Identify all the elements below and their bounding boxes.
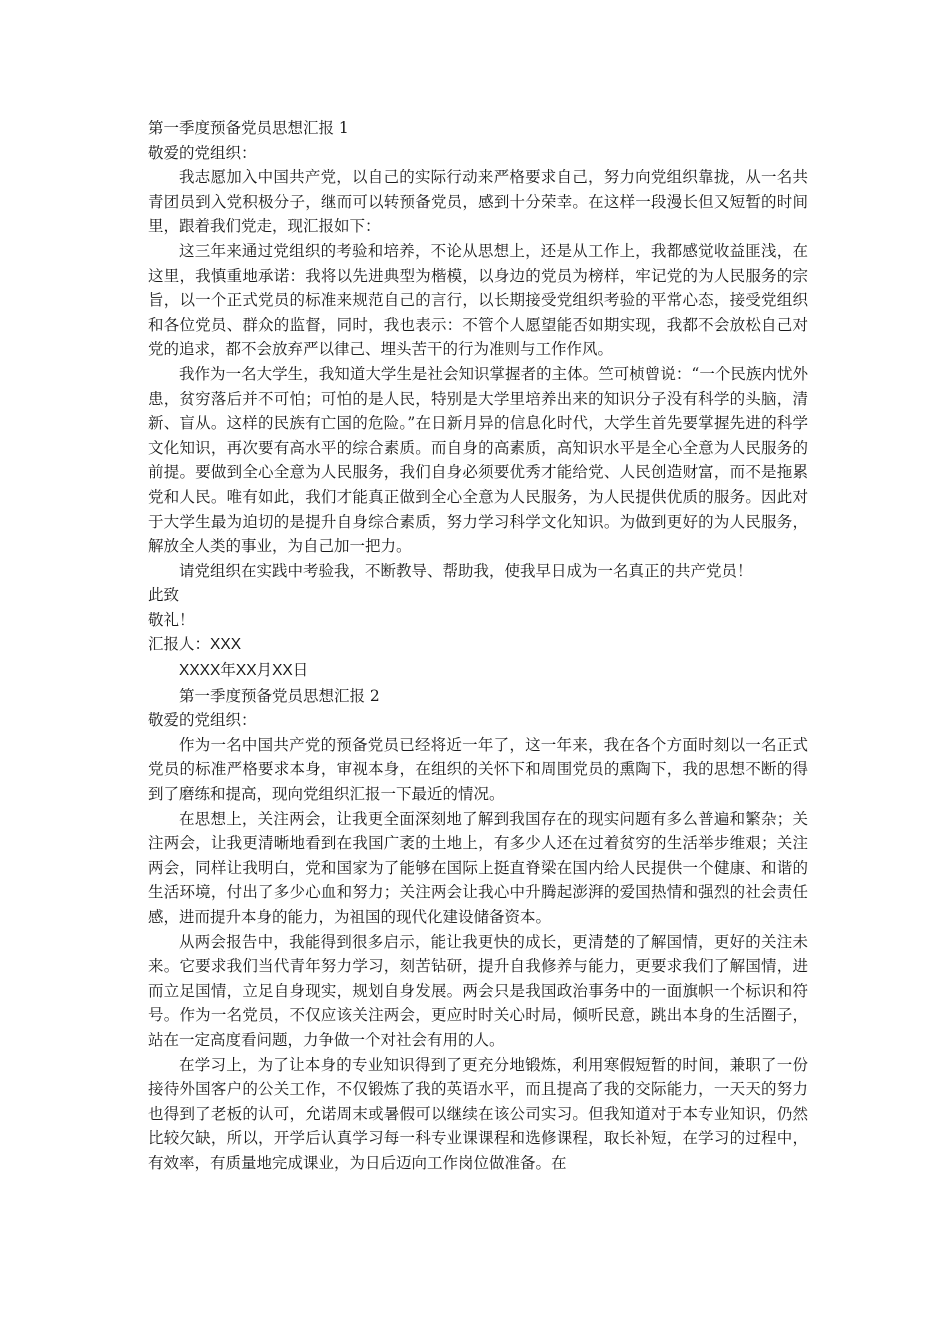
report2-title: 第一季度预备党员思想汇报 2 [179, 686, 380, 705]
report1-title: 第一季度预备党员思想汇报 1 [148, 119, 349, 137]
report2-paragraph-3: 从两会报告中，我能得到很多启示，能让我更快的成长，更清楚的了解国情，更好的关注未来。它要求我们当代青年努力学习，刻苦钻研，提升自我修养与能力，更要求我们了解国情，进而立足国情，立足自身现实，规划自身发展。两会只是我国政治事务中的一面旗帜一个标识和符号。作为一名党员，不仅应该关注两会，更应时时关心时局，倾听民意，跳出本身的生活圈子，站在一定高度看问题，力争做一个对社会有用的人。 [148, 932, 808, 1049]
reporter-label: 汇报人： [148, 635, 211, 654]
date-month-unit: 月 [256, 661, 273, 680]
report2-paragraph-2: 在思想上，关注两会，让我更全面深刻地了解到我国存在的现实问题有多么普遍和繁杂；关注两会，让我更清晰地看到在我国广袤的土地上，有多少人还在过着贫穷的生活举步维艰；关注两会，同样让我明白，党和国家为了能够在国际上挺直脊梁在国内给人民提供一个健康、和谐的生活环境，付出了多少心血和努力；关注两会让我心中升腾起澎湃的爱国热情和强烈的社会责任感，进而提升本身的能力，为祖国的现代化建设储备资本。 [148, 809, 808, 926]
report1-closing-1: 此致 [148, 586, 180, 605]
date-day: XX [272, 662, 293, 680]
report2-paragraph-4: 在学习上，为了让本身的专业知识得到了更充分地锻炼，利用寒假短暂的时间，兼职了一份接待外国客户的公关工作，不仅锻炼了我的英语水平，而且提高了我的交际能力，一天天的努力也得到了老板的认可，允诺周末或暑假可以继续在该公司实习。但我知道对于本专业知识，仍然比较欠缺，所以，开学后认真学习每一科专业课课程和选修课程，取长补短，在学习的过程中，有效率，有质量地完成课业，为日后迈向工作岗位做准备。在 [148, 1055, 808, 1172]
date-year: XXXX [179, 662, 221, 680]
reporter-name: XXX [210, 636, 242, 654]
date-day-unit: 日 [292, 661, 309, 680]
report1-paragraph-1: 我志愿加入中国共产党，以自己的实际行动来严格要求自己，努力向党组织靠拢，从一名共青团员到入党积极分子，继而可以转预备党员，感到十分荣幸。在这样一段漫长但又短暂的时间里，跟着我们党走，现汇报如下： [148, 168, 808, 236]
date-month: XX [235, 662, 257, 680]
document-page [148, 116, 808, 1176]
report2-salutation: 敬爱的党组织： [148, 711, 257, 730]
report1-paragraph-2: 这三年来通过党组织的考验和培养，不论从思想上，还是从工作上，我都感觉收益匪浅，在这里，我慎重地承诺：我将以先进典型为楷模，以身边的党员为榜样，牢记党的为人民服务的宗旨，以一个正式党员的标准来规范自己的言行，以长期接受党组织考验的平常心态，接受党组织和各位党员、群众的监督，同时，我也表示：不管个人愿望能否如期实现，我都不会放松自己对党的追求，都不会放弃严以律己、埋头苦干的行为准则与工作作风。 [148, 241, 808, 359]
report1-paragraph-3: 我作为一名大学生，我知道大学生是社会知识掌握者的主体。竺可桢曾说：“一个民族内忧外患，贫穷落后并不可怕；可怕的是人民，特别是大学里培养出来的知识分子没有科学的头脑，清新、盲从。这样的民族有亡国的危险。”在日新月异的信息化时代，大学生首先要掌握先进的科学文化知识，再次要有高水平的综合素质。而自身的高素质，高知识水平是全心全意为人民服务的前提。要做到全心全意为人民服务，我们自身必须要优秀才能给党、人民创造财富，而不是拖累党和人民。唯有如此，我们才能真正做到全心全意为人民服务，为人民提供优质的服务。因此对于大学生最为迫切的是提升自身综合素质，努力学习科学文化知识。为做到更好的为人民服务，解放全人类的事业，为自己加一把力。 [148, 364, 808, 556]
date-year-unit: 年 [220, 661, 236, 680]
report1-reporter [148, 632, 808, 658]
report1-closing-2: 敬礼！ [148, 610, 195, 629]
report1-date [148, 658, 808, 684]
report1-paragraph-4: 请党组织在实践中考验我，不断教导、帮助我，使我早日成为一名真正的共产党员！ [179, 561, 753, 580]
report2-paragraph-1: 作为一名中国共产党的预备党员已经将近一年了，这一年来，我在各个方面时刻以一名正式党员的标准严格要求本身，审视本身，在组织的关怀下和周围党员的熏陶下，我的思想不断的得到了磨练和提高，现向党组织汇报一下最近的情况。 [148, 735, 808, 804]
report1-salutation: 敬爱的党组织： [148, 143, 257, 162]
